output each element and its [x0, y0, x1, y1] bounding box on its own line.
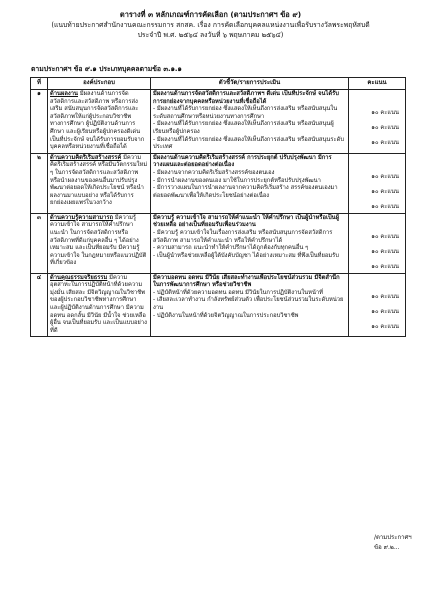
indicator-item: - มีผลงานที่ได้รับการยกย่อง ซึ่งแสดงให้เห็นถึงการส่งเสริม หรือสนับสนุนผู้เรียนหรือผู้ปกครอง: [153, 121, 334, 135]
score-spacer: [351, 316, 403, 324]
indicator-item: - มีผลงานจากความคิดริเริ่มสร้างสรรค์ของตนเอง: [153, 169, 275, 176]
component-description: มีความคิดริเริ่มสร้างสรรค์ หรือมีนวัตกรรมใหม่ ๆ ในการจัดสวัสดิการและสวัสดิภาพ หรือนำผลงานของคนอื่นมาปรับปรุงพัฒนาต่อยอดให้เกิดประโยชน์ หรือนำผลงานมาแบบอย่าง หรือได้รับการยกย่องเผยแพร่ในวงกว้าง: [50, 154, 148, 207]
component-description: มีผลงานด้านการจัดสวัสดิการและสวัสดิภาพ หรือการส่งเสริม สนับสนุนการจัดสวัสดิการและสวัสดิภาพให้แก่ผู้ประกอบวิชาชีพทางการศึกษา ผู้ปฏิบัติงานด้านการศึกษา และผู้เรียนหรือผู้ปกครองดีเด่น เป็นที่ประจักษ์ จนได้รับการยอมรับจากบุคคลหรือหน่วยงานที่เชื่อถือได้: [50, 91, 145, 151]
indicator-item: - มีผลงานที่ได้รับการยกย่อง ซึ่งแสดงให้เห็นถึงการส่งเสริม หรือสนับสนุนระดับประเทศ: [153, 136, 345, 151]
document-subtitle-line-1: (แนบท้ายประกาศสำนักงานคณะกรรมการ สกสค. เรื่อง การคัดเลือกบุคคลแหน่งงานเพื่อรับรางวัลพระพฤหัสบดี: [51, 21, 370, 29]
score-spacer: [351, 118, 403, 126]
component-cell: [48, 153, 151, 213]
indicator-item: - มีการนำผลงานของตนเอง มาใช้ในการประยุกต์หรือปรับปรุงพัฒนา: [153, 177, 321, 184]
component-heading: ด้านผลงาน: [50, 91, 78, 97]
document-title: ตารางที่ ๓ หลักเกณฑ์การคัดเลือก (ตามประกาศฯ ข้อ ๙): [119, 10, 302, 19]
score-spacer: [351, 257, 403, 265]
table-row: [31, 90, 406, 154]
indicator-item: - มีผลงานที่ได้รับการยกย่อง ซึ่งแสดงให้เห็นถึงการส่งเสริม หรือสนับสนุนในระดับสถานศึกษาหรือหน่วยงานทางการศึกษา: [153, 106, 338, 120]
indicator-item: - ความสามารถ แนะนำทำให้คำปรึกษาได้ถูกต้องกับทุกคนอื่น ๆ: [153, 245, 309, 252]
indicator-item: - มีความรู้ ความเข้าใจในเรื่องการส่งเสริม หรือสนับสนุนการจัดสวัสดิการ สวัสดิภาพ สามารถให้คำแนะนำ หรือให้คำปรึกษาได้: [153, 229, 333, 244]
header-score: คะแนน: [349, 78, 406, 90]
score-value: ๑๐ คะแนน: [371, 188, 399, 195]
indicator-cell: [151, 273, 349, 337]
table-header-row: [31, 78, 406, 90]
header-no: ที่: [31, 78, 48, 90]
score-spacer: [351, 181, 403, 189]
score-spacer: [351, 133, 403, 141]
section-label: ตามประกาศฯ ข้อ ๙.๑ ประเภทบุคคลตามข้อ ๓.๑.๑: [31, 65, 182, 73]
score-spacer: [351, 197, 403, 205]
component-heading: ด้านความรู้ความสามารถ: [50, 214, 114, 221]
score-cell: [349, 153, 406, 213]
page-continuation-mark: /ตามประกาศฯ ข้อ ๙.๒...: [374, 534, 412, 551]
row-number: ๒: [31, 153, 48, 213]
document-subtitle-line-2: ประจำปี พ.ศ. ๒๕๖๔ ลงวันที่ ๖ พฤษภาคม ๒๕๖๔): [137, 31, 284, 39]
component-cell: [48, 273, 151, 337]
row-number: ๑: [31, 90, 48, 154]
component-description: มีความอุตสาหะในการปฏิบัติหน้าที่ด้วยความมุ่งมั่น เสียสละ มีจิตวิญญาณในวิชาชีพ ของผู้ประกอบวิชาชีพทางการศึกษา และผู้ปฏิบัติงานด้านการศึกษา มีความอดทน อดกลั้น มีวินัย มีน้ำใจ ช่วยเหลือผู้อื่น จนเป็นที่ยอมรับ และเป็นแบบอย่างที่ดี: [50, 274, 147, 334]
table-row: [31, 153, 406, 213]
component-description: มีความรู้ ความเข้าใจ สามารถให้คำปรึกษา แนะนำ ในการจัดสวัสดิการหรือสวัสดิภาพที่ดีแก่บุคคลอื่น ๆ ได้อย่างเหมาะสม และเป็นที่ยอมรับ มีความรู้ ความเข้าใจ ในกฎหมายหรือแนวปฏิบัติ ที่เกี่ยวข้อง: [50, 214, 147, 267]
component-cell: [48, 213, 151, 273]
indicator-item: - ปฏิบัติงานในหน้าที่ด้วยจิตวิญญาณในการประกอบวิชาชีพ: [153, 312, 299, 319]
table-row: [31, 273, 406, 337]
table-row: [31, 213, 406, 273]
score-value: ๑๐ คะแนน: [371, 140, 399, 147]
indicator-item: - เสียสละเวลาทำงาน กำลังทรัพย์ส่วนตัว เพื่อประโยชน์ส่วนรวมในระดับหน่วยงาน: [153, 297, 344, 312]
row-number: ๔: [31, 273, 48, 337]
score-value: ๑๐ คะแนน: [371, 293, 399, 300]
score-spacer: [351, 241, 403, 249]
indicator-cell: [151, 90, 349, 154]
header-component: องค์ประกอบ: [48, 78, 151, 90]
indicator-heading: มีผลงานด้านความคิดริเริ่มสร้างสรรค์ การประยุกต์ ปรับปรุงพัฒนา มีการวางแผนและต่อยอดอย่างต่อเนื่อง: [153, 154, 332, 169]
component-heading: ด้านคุณธรรมจริยธรรม: [50, 274, 108, 281]
indicator-item: - เป็นผู้นำหรือช่วยเหลือผู้ใต้บังคับบัญชา ได้อย่างเหมาะสม ที่พึงเป็นที่ยอมรับ: [153, 252, 339, 259]
score-value: ๑๐ คะแนน: [371, 324, 399, 331]
score-value: ๑๐ คะแนน: [371, 308, 399, 315]
score-value: ๑๐ คะแนน: [371, 125, 399, 132]
indicator-item: - ปฏิบัติหน้าที่ด้วยความอดทน อดทน มีวินัยในการปฏิบัติงานในหน้าที่: [153, 289, 324, 296]
score-value: ๑๐ คะแนน: [371, 110, 399, 116]
score-value: ๑๐ คะแนน: [371, 233, 399, 240]
indicator-heading: มีความรู้ ความเข้าใจ สามารถให้คำแนะนำ ให้คำปรึกษา เป็นผู้นำหรือเป็นผู้ช่วยเหลือ อย่างเป็นที่ยอมรับเพื่อนร่วมงาน: [153, 214, 339, 229]
score-value: ๑๐ คะแนน: [371, 204, 399, 211]
score-value: ๑๐ คะแนน: [371, 173, 399, 180]
indicator-cell: [151, 153, 349, 213]
component-heading: ด้านความคิดริเริ่มสร้างสรรค์: [50, 154, 122, 161]
score-value: ๑๐ คะแนน: [371, 248, 399, 255]
score-cell: [349, 213, 406, 273]
indicator-heading: มีความอดทน อดทน มีวินัย เสียสละทำงานเพื่อประโยชน์ส่วนรวม มีจิตสำนึกในการพัฒนาการศึกษา หรือช่วยวิชาชีพ: [153, 274, 340, 289]
score-cell: [349, 273, 406, 337]
row-number: ๓: [31, 213, 48, 273]
indicator-item: - มีการวางแผนในการนำผลงานจากความคิดริเริ่มสร้าง สรรค์ของตนเองมาต่อยอดพัฒนาเพื่อให้เกิดประโยชน์อย่างต่อเนื่อง: [153, 185, 338, 199]
header-indicator: ตัวชี้วัด/รายการประเมิน: [151, 78, 349, 90]
component-cell: [48, 90, 151, 154]
score-value: ๑๐ คะแนน: [371, 264, 399, 271]
criteria-table: [30, 77, 406, 337]
indicator-heading: มีผลงานด้านการจัดสวัสดิการและสวัสดิภาพฯ ดีเด่น เป็นที่ประจักษ์ จนได้รับการยกย่องจากบุคคลหรือหน่วยงานที่เชื่อถือได้: [153, 91, 339, 105]
score-spacer: [351, 301, 403, 309]
score-cell: [349, 90, 406, 154]
indicator-cell: [151, 213, 349, 273]
